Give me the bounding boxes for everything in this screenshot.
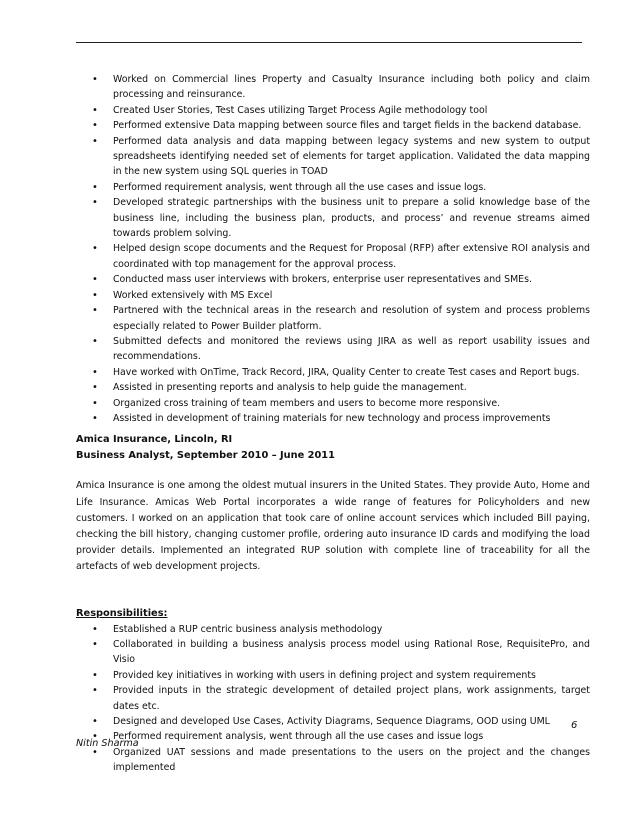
list-item: • Provided inputs in the strategic development of detailed project plans, work assignments, target dates etc. [76,683,590,714]
footer-author-name: Nitin Sharma [76,738,139,749]
list-item: • Performed data analysis and data mapping between legacy systems and new system to output spreadsheets identifying needed set of elements for target application. Validated the data mapping in the new system using SQL queries in TOAD [76,134,590,180]
page-body [76,72,590,776]
list-item: • Organized UAT sessions and made presentations to the users on the project and the changes implemented [76,745,590,776]
list-item: • Organized cross training of team members and users to become more responsive. [76,396,590,411]
list-item: • Worked on Commercial lines Property and Casualty Insurance including both policy and claim processing and reinsurance. [76,72,590,103]
list-item: • Have worked with OnTime, Track Record, JIRA, Quality Center to create Test cases and Report bugs. [76,365,590,380]
list-item: • Designed and developed Use Cases, Activity Diagrams, Sequence Diagrams, OOD using UML [76,714,590,729]
list-item: • Conducted mass user interviews with brokers, enterprise user representatives and SMEs. [76,272,590,287]
list-item: • Performed requirement analysis, went through all the use cases and issue logs. [76,180,590,195]
list-item: • Worked extensively with MS Excel [76,288,590,303]
bullet-list-top [76,72,590,426]
list-item: • Performed requirement analysis, went through all the use cases and issue logs [76,729,590,744]
list-item: • Assisted in development of training materials for new technology and process improvements [76,411,590,426]
list-item: • Partnered with the technical areas in the research and resolution of system and process problems especially related to Power Builder platform. [76,303,590,334]
list-item: • Assisted in presenting reports and analysis to help guide the management. [76,380,590,395]
role-heading: Business Analyst, September 2010 – June 2011 [76,450,335,462]
page-number: 6 [571,720,578,731]
list-item: • Submitted defects and monitored the reviews using JIRA as well as report usability issues and recommendations. [76,334,590,365]
list-item: • Collaborated in building a business analysis process model using Rational Rose, RequisitePro, and Visio [76,637,590,668]
list-item: • Performed extensive Data mapping between source files and target fields in the backend database. [76,118,590,133]
list-item: • Provided key initiatives in working with users in defining project and system requirements [76,668,590,683]
list-item: • Established a RUP centric business analysis methodology [76,622,590,637]
list-item: • Developed strategic partnerships with the business unit to prepare a solid knowledge base of the business line, including the business plan, products, and process’ and revenue streams aimed towards problem solving. [76,195,590,241]
header-rule [76,42,582,43]
list-item: • Helped design scope documents and the Request for Proposal (RFP) after extensive ROI analysis and coordinated with top management for the approval process. [76,241,590,272]
project-summary: Amica Insurance is one among the oldest mutual insurers in the United States. They provide Auto, Home and Life Insurance. Amicas Web Portal incorporates a wide range of features for Policyholders and new customers. I worked on an application that took care of online account services which included Bill paying, checking the bill history, changing customer profile, ordering auto insurance ID cards and modifying the load provider details. Implemented an integrated RUP solution with complete line of traceability for all the artefacts of web development projects. [76,480,590,573]
bullet-list-bottom [76,622,590,776]
list-item: • Created User Stories, Test Cases utilizing Target Process Agile methodology tool [76,103,590,118]
company-heading: Amica Insurance, Lincoln, RI [76,434,233,446]
responsibilities-heading: Responsibilities: [76,607,168,619]
